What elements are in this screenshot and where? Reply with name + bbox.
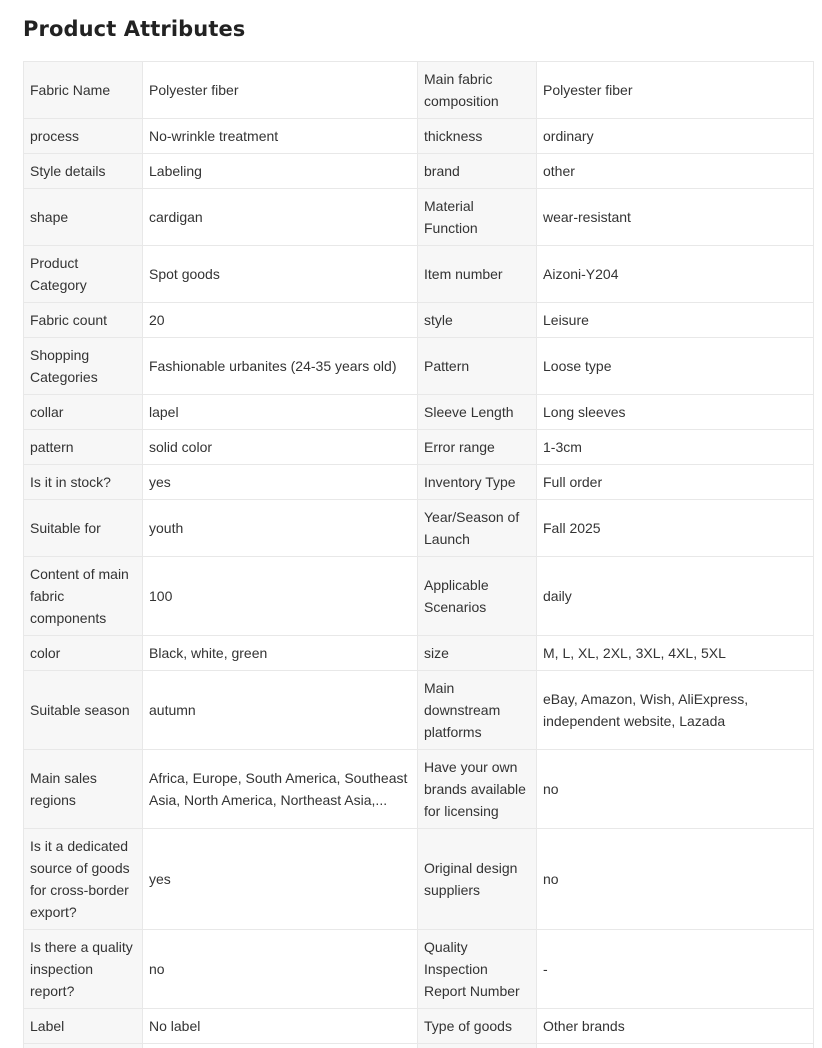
attribute-label: Item number — [418, 246, 537, 303]
attribute-value: Aizoni-Y204 — [537, 246, 814, 303]
empty-cell — [143, 1044, 418, 1048]
attribute-label: Fabric count — [24, 303, 143, 338]
attribute-label: Suitable for — [24, 500, 143, 557]
attribute-value: 1-3cm — [537, 430, 814, 465]
empty-cell — [418, 1044, 537, 1048]
attribute-value: No-wrinkle treatment — [143, 119, 418, 154]
attribute-value: Fashionable urbanites (24-35 years old) — [143, 338, 418, 395]
attribute-value: Leisure — [537, 303, 814, 338]
table-row — [24, 1009, 814, 1044]
attribute-value: - — [537, 930, 814, 1009]
attribute-value: no — [537, 829, 814, 930]
attribute-label: Content of main fabric components — [24, 557, 143, 636]
attribute-label: Type of goods — [418, 1009, 537, 1044]
attribute-label: Quality Inspection Report Number — [418, 930, 537, 1009]
attribute-label: Original design suppliers — [418, 829, 537, 930]
attribute-label: Shopping Categories — [24, 338, 143, 395]
attribute-value: eBay, Amazon, Wish, AliExpress, independent website, Lazada — [537, 671, 814, 750]
attribute-value: yes — [143, 465, 418, 500]
attribute-value: Labeling — [143, 154, 418, 189]
attribute-value: yes — [143, 829, 418, 930]
attribute-label: Pattern — [418, 338, 537, 395]
attribute-value: wear-resistant — [537, 189, 814, 246]
attribute-label: Product Category — [24, 246, 143, 303]
attribute-value: 100 — [143, 557, 418, 636]
table-row — [24, 465, 814, 500]
attribute-label: Style details — [24, 154, 143, 189]
table-row — [24, 750, 814, 829]
attribute-label: Is there a quality inspection report? — [24, 930, 143, 1009]
attribute-value: Black, white, green — [143, 636, 418, 671]
table-row — [24, 338, 814, 395]
table-row — [24, 636, 814, 671]
table-row — [24, 395, 814, 430]
attribute-label: style — [418, 303, 537, 338]
attribute-value: no — [143, 930, 418, 1009]
attribute-label: Label — [24, 1009, 143, 1044]
attribute-label: Year/Season of Launch — [418, 500, 537, 557]
attribute-label: brand — [418, 154, 537, 189]
empty-cell — [537, 1044, 814, 1048]
attribute-label: Material Function — [418, 189, 537, 246]
attribute-value: Polyester fiber — [537, 62, 814, 119]
attribute-value: cardigan — [143, 189, 418, 246]
attribute-label: Have your own brands available for licensing — [418, 750, 537, 829]
attribute-label: Applicable Scenarios — [418, 557, 537, 636]
attribute-label: Error range — [418, 430, 537, 465]
attribute-label: shape — [24, 189, 143, 246]
attribute-value: autumn — [143, 671, 418, 750]
attribute-value: other — [537, 154, 814, 189]
attribute-value: Full order — [537, 465, 814, 500]
attribute-label: pattern — [24, 430, 143, 465]
attribute-label: Fabric Name — [24, 62, 143, 119]
attribute-value: M, L, XL, 2XL, 3XL, 4XL, 5XL — [537, 636, 814, 671]
attribute-value: Spot goods — [143, 246, 418, 303]
table-row — [24, 500, 814, 557]
attribute-label: color — [24, 636, 143, 671]
attribute-label: Main downstream platforms — [418, 671, 537, 750]
attribute-label: process — [24, 119, 143, 154]
table-row — [24, 829, 814, 930]
attribute-value: no — [537, 750, 814, 829]
attribute-label: Is it a dedicated source of goods for cross-border export? — [24, 829, 143, 930]
attribute-value: ordinary — [537, 119, 814, 154]
table-row — [24, 189, 814, 246]
table-row — [24, 671, 814, 750]
attribute-label: Is it in stock? — [24, 465, 143, 500]
attributes-table-body — [24, 62, 814, 1048]
table-row — [24, 62, 814, 119]
table-row — [24, 557, 814, 636]
attribute-value: daily — [537, 557, 814, 636]
page-title: Product Attributes — [23, 17, 246, 41]
attribute-value: youth — [143, 500, 418, 557]
attribute-label: collar — [24, 395, 143, 430]
attribute-value: Long sleeves — [537, 395, 814, 430]
attribute-label: Inventory Type — [418, 465, 537, 500]
attribute-label: Sleeve Length — [418, 395, 537, 430]
attribute-label: size — [418, 636, 537, 671]
attribute-value: 20 — [143, 303, 418, 338]
attribute-value: lapel — [143, 395, 418, 430]
attribute-label: Main sales regions — [24, 750, 143, 829]
table-row — [24, 154, 814, 189]
attributes-table — [23, 61, 814, 1048]
table-row — [24, 430, 814, 465]
attribute-value: Loose type — [537, 338, 814, 395]
attribute-value: Other brands — [537, 1009, 814, 1044]
table-row — [24, 119, 814, 154]
attribute-label: Main fabric composition — [418, 62, 537, 119]
attribute-label: thickness — [418, 119, 537, 154]
attribute-value: Africa, Europe, South America, Southeast Asia, North America, Northeast Asia,... — [143, 750, 418, 829]
attribute-label: Suitable season — [24, 671, 143, 750]
attribute-value: Polyester fiber — [143, 62, 418, 119]
table-row — [24, 930, 814, 1009]
attribute-value: Fall 2025 — [537, 500, 814, 557]
empty-cell — [24, 1044, 143, 1048]
attribute-value: No label — [143, 1009, 418, 1044]
attribute-value: solid color — [143, 430, 418, 465]
table-row — [24, 246, 814, 303]
table-row — [24, 303, 814, 338]
table-row-partial — [24, 1044, 814, 1048]
